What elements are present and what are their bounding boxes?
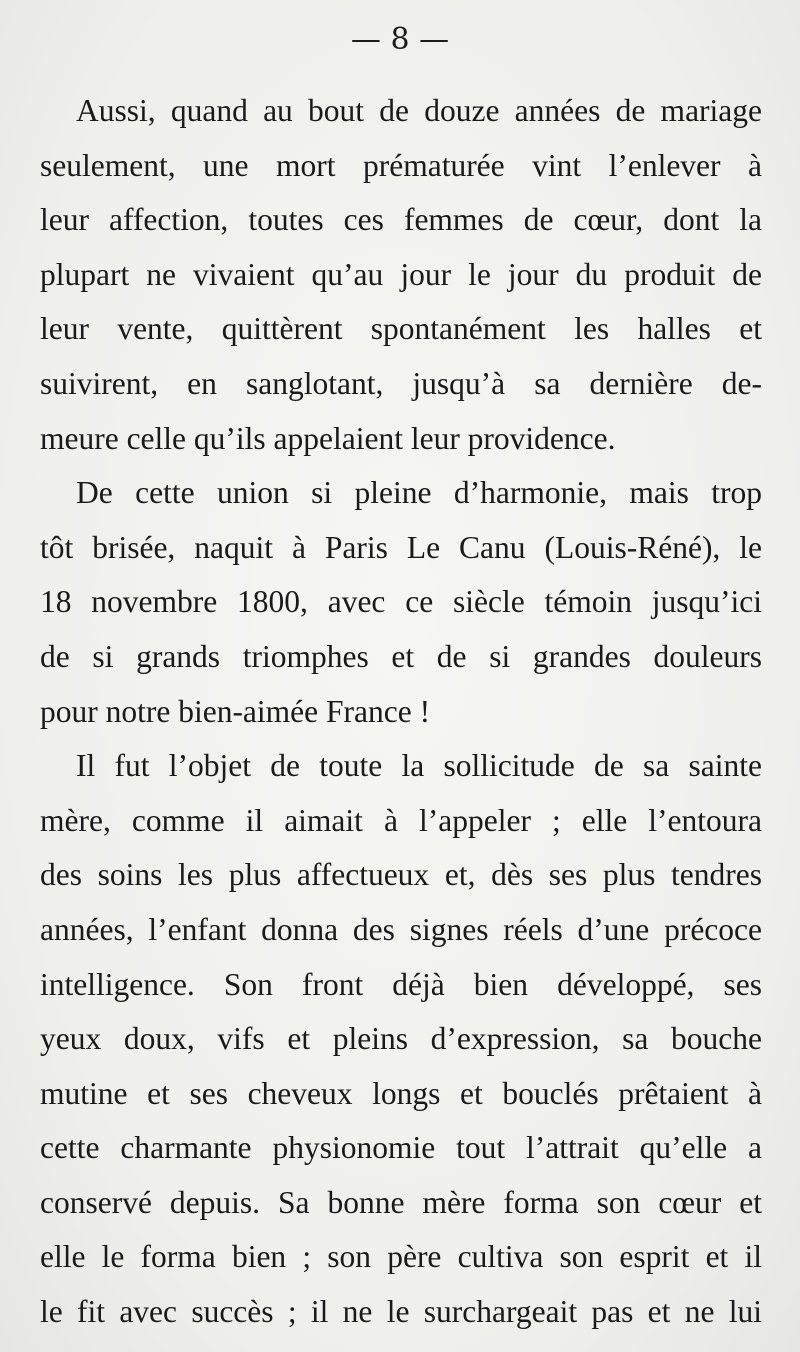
text-line: 18 novembre 1800, avec ce siècle témoin jusqu’ici: [40, 584, 762, 620]
text-line: des soins les plus affectueux et, dès ses plus tendres: [40, 857, 762, 893]
text-line: seulement, une mort prématurée vint l’enlever à: [40, 147, 762, 183]
text-line: mutine et ses cheveux longs et bouclés prêtaient à: [40, 1075, 762, 1111]
text-line: yeux doux, vifs et pleins d’expression, sa bouche: [40, 1021, 762, 1057]
text-line: cette charmante physionomie tout l’attrait qu’elle a: [40, 1130, 762, 1166]
text-line: leur vente, quittèrent spontanément les halles et: [40, 311, 762, 347]
text-line: années, l’enfant donna des signes réels d’une précoce: [40, 911, 762, 947]
text-line: conservé depuis. Sa bonne mère forma son cœur et: [40, 1184, 762, 1220]
text-line: tôt brisée, naquit à Paris Le Canu (Louis-Réné), le: [40, 529, 762, 565]
text-line: elle le forma bien ; son père cultiva son esprit et il: [40, 1239, 762, 1275]
text-line: intelligence. Son front déjà bien développé, ses: [40, 966, 762, 1002]
text-line: suivirent, en sanglotant, jusqu’à sa dernière de-: [40, 365, 762, 401]
body-text: [40, 84, 762, 1340]
text-line: plupart ne vivaient qu’au jour le jour du produit de: [40, 256, 762, 292]
text-line: le fit avec succès ; il ne le surchargeait pas et ne lui: [40, 1294, 762, 1330]
paragraph-last-line: meure celle qu’ils appelaient leur providence.: [40, 420, 616, 456]
text-line: Aussi, quand au bout de douze années de mariage: [76, 93, 762, 128]
text-line: mère, comme il aimait à l’appeler ; elle l’entoura: [40, 802, 762, 838]
text-line: leur affection, toutes ces femmes de cœur, dont la: [40, 202, 762, 238]
text-line: De cette union si pleine d’harmonie, mais trop: [76, 475, 762, 511]
page-number: — 8 —: [350, 22, 450, 57]
text-line: de si grands triomphes et de si grandes douleurs: [40, 638, 762, 674]
text-line: Il fut l’objet de toute la sollicitude de sa sainte: [76, 748, 762, 784]
paragraph-last-line: pour notre bien-aimée France !: [40, 693, 431, 729]
